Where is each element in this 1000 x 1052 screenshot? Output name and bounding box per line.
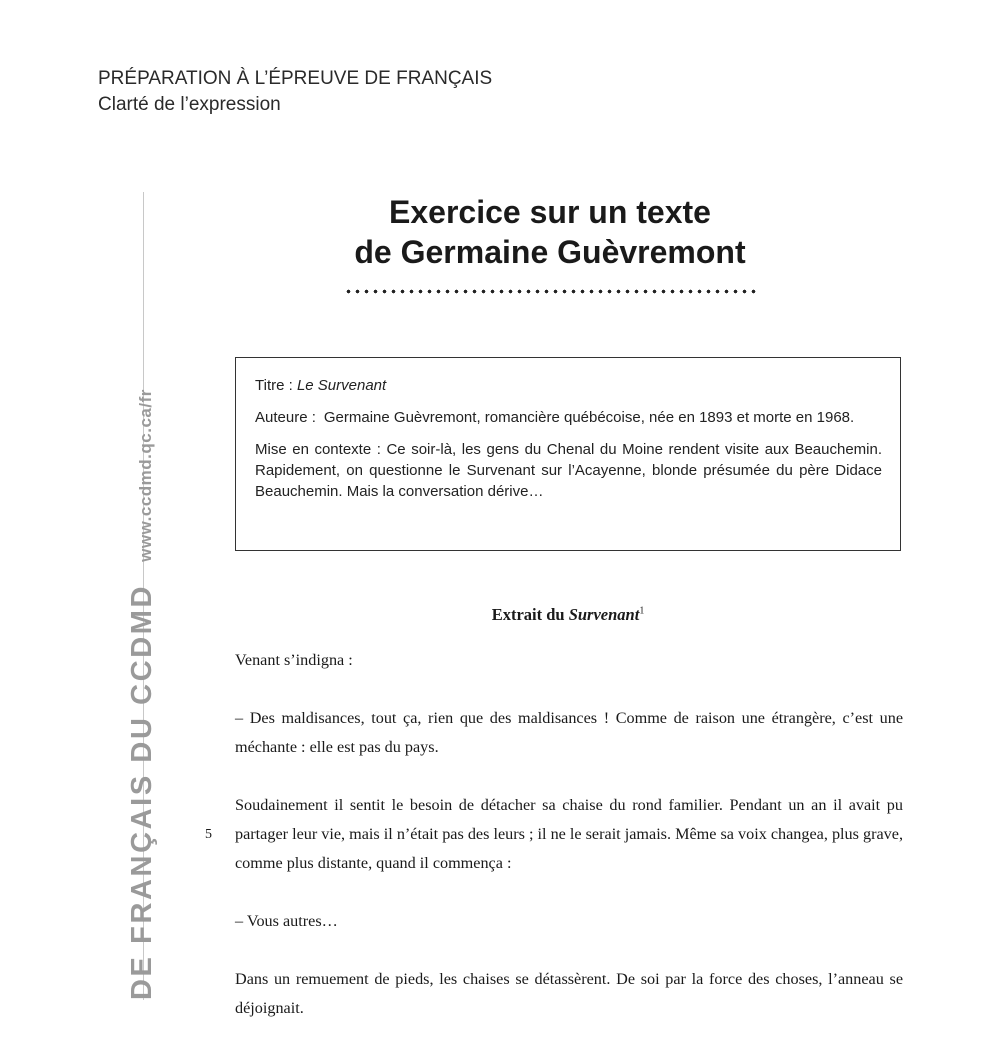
footnote-marker: 1 (639, 605, 645, 617)
title-line-2: de Germaine Guèvremont (354, 234, 746, 270)
info-title-label: Titre : (255, 377, 293, 394)
paragraph-text: Soudainement il sentit le besoin de détacher sa chaise du rond familier. Pendant un an il avait pu partager leur vie, mais il n’était pas des leurs ; il ne le serait jamais. Même sa voix changea, plus grave, comme plus distante, quand il commença : (235, 796, 903, 872)
header-subtitle: Clarté de l’expression (98, 94, 281, 115)
paragraph: – Des maldisances, tout ça, rien que des maldisances ! Comme de raison une étrangère, c’est une méchante : elle est pas du pays. (235, 709, 903, 756)
info-title-value: Le Survenant (296, 377, 387, 394)
sidebar-url: www.ccdmd.qc.ca/fr (136, 389, 155, 562)
paragraph: – Vous autres… (235, 912, 338, 930)
sidebar-brand: DE FRANÇAIS DU CCDMD (126, 583, 158, 1000)
extract-title (235, 605, 901, 625)
info-author-row (255, 407, 882, 428)
title-line-1: Exercice sur un texte (389, 194, 711, 230)
info-context-row (255, 439, 882, 502)
paragraph: Dans un remuement de pieds, les chaises se détassèrent. De soi par la force des choses, l’anneau se déjoignait. (235, 970, 903, 1017)
extract-title-italic: Survenant (568, 605, 640, 624)
extract-title-prefix: Extrait du (491, 605, 569, 624)
page-header (98, 66, 492, 118)
info-box (235, 357, 901, 551)
info-context-value: Ce soir-là, les gens du Chenal du Moine rendent visite aux Beauchemin. Rapidement, on questionne le Survenant sur l’Acayenne, blonde présumée du père Didace Beauchemin. Mais la conversation dérive… (255, 441, 883, 500)
extract-body (205, 646, 903, 1052)
info-author-value: Germaine Guèvremont, romancière québécoise, née en 1893 et morte en 1968. (323, 409, 855, 426)
sidebar-branding (126, 389, 159, 1000)
paragraph-with-line-number (205, 791, 903, 878)
paragraph: Venant s’indigna : (235, 651, 353, 669)
page-title (320, 192, 780, 272)
info-title-row (255, 375, 882, 396)
title-dotted-rule (344, 289, 756, 294)
header-series-title: PRÉPARATION À L’ÉPREUVE DE FRANÇAIS (98, 68, 493, 89)
info-context-label: Mise en contexte : (255, 441, 381, 458)
info-author-label: Auteure : (255, 409, 316, 426)
line-number: 5 (205, 827, 212, 842)
